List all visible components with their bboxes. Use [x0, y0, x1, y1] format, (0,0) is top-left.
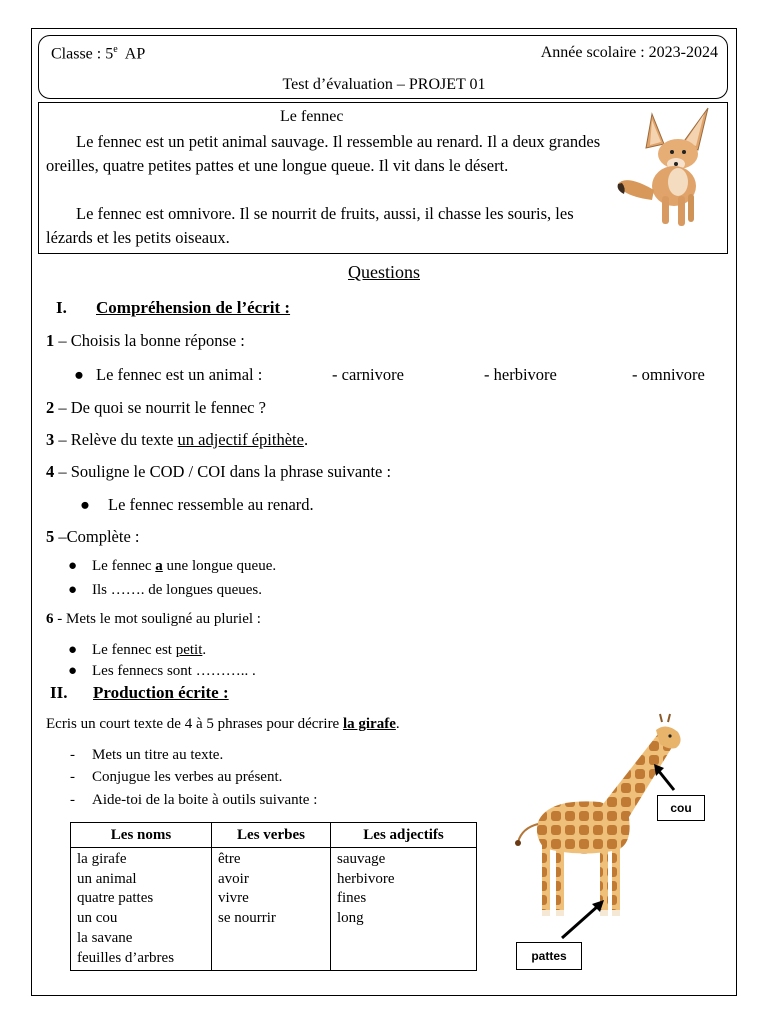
- header-noms: Les noms: [71, 823, 212, 848]
- option-omnivore: - omnivore: [632, 365, 705, 384]
- question-4-sentence: ● Le fennec ressemble au renard.: [80, 495, 314, 514]
- questions-heading: Questions: [348, 262, 420, 282]
- reading-paragraph-1: Le fennec est un petit animal sauvage. Il ressemble au renard. Il a deux grandes oreilles, quatre petites pattes et une longue queue. Il vit dans le désert.: [46, 132, 601, 175]
- school-year: Année scolaire : 2023-2024: [540, 44, 718, 61]
- adjectifs-cell: [331, 848, 477, 971]
- question-2: 2 – De quoi se nourrit le fennec ?: [46, 398, 266, 417]
- label-legs: pattes: [516, 942, 582, 970]
- nom-item: la savane: [77, 929, 133, 946]
- instruction-title: - Mets un titre au texte.: [70, 747, 224, 763]
- adjectif-item: sauvage: [337, 851, 386, 867]
- nom-item: quatre pattes: [77, 890, 154, 907]
- nom-item: un cou: [77, 910, 118, 927]
- neck-arrow-icon: [650, 762, 678, 794]
- noms-cell: [71, 848, 212, 971]
- instruction-conjugate: - Conjugue les verbes au présent.: [70, 769, 283, 785]
- adjectif-item: herbivore: [337, 870, 395, 887]
- adjectif-item: fines: [337, 890, 367, 907]
- question-1: 1 – Choisis la bonne réponse :: [46, 331, 245, 350]
- question-5: 5 –Complète :: [46, 527, 140, 546]
- verbe-item: se nourrir: [218, 910, 276, 927]
- question-6-line-1: ● Le fennec est petit.: [68, 642, 207, 658]
- question-5-line-1: ● Le fennec a une longue queue.: [68, 558, 277, 574]
- verbe-item: être: [218, 851, 241, 867]
- section-production: II. Production écrite :: [50, 683, 229, 702]
- instruction-toolbox: - Aide-toi de la boite à outils suivante :: [70, 792, 318, 808]
- legs-arrow-icon: [558, 898, 608, 942]
- question-1-stem: ● Le fennec est un animal :: [74, 365, 263, 384]
- option-carnivore: - carnivore: [332, 365, 404, 384]
- label-neck: cou: [657, 795, 705, 821]
- header-verbes: Les verbes: [212, 823, 331, 848]
- toolbox-table: [70, 822, 477, 971]
- nom-item: feuilles d’arbres: [77, 949, 175, 966]
- question-6-line-2: ● Les fennecs sont ……….. .: [68, 663, 256, 679]
- nom-item: la girafe: [77, 851, 127, 867]
- test-title: Test d’évaluation – PROJET 01: [282, 76, 486, 93]
- nom-item: un animal: [77, 870, 137, 887]
- reading-paragraph-2: Le fennec est omnivore. Il se nourrit de fruits, aussi, il chasse les souris, les lézards et les petits oiseaux.: [46, 204, 574, 247]
- question-5-line-2: ● Ils ……. de longues queues.: [68, 582, 262, 598]
- question-6: 6 - Mets le mot souligné au pluriel :: [46, 611, 261, 627]
- verbe-item: vivre: [218, 890, 249, 907]
- header-adjectifs: Les adjectifs: [331, 823, 477, 848]
- question-4: 4 – Souligne le COD / COI dans la phrase suivante :: [46, 462, 392, 481]
- verbe-item: avoir: [218, 870, 249, 887]
- option-herbivore: - herbivore: [484, 365, 557, 384]
- class-label: Classe : 5e AP: [51, 44, 146, 63]
- question-3: 3 – Relève du texte un adjectif épithète.: [46, 430, 309, 449]
- section-comprehension: I. Compréhension de l’écrit :: [56, 298, 291, 317]
- reading-title: Le fennec: [280, 108, 344, 125]
- writing-prompt: Ecris un court texte de 4 à 5 phrases pour décrire la girafe.: [46, 716, 400, 732]
- adjectif-item: long: [337, 910, 364, 927]
- fennec-icon: [612, 104, 718, 228]
- verbes-cell: [212, 848, 331, 971]
